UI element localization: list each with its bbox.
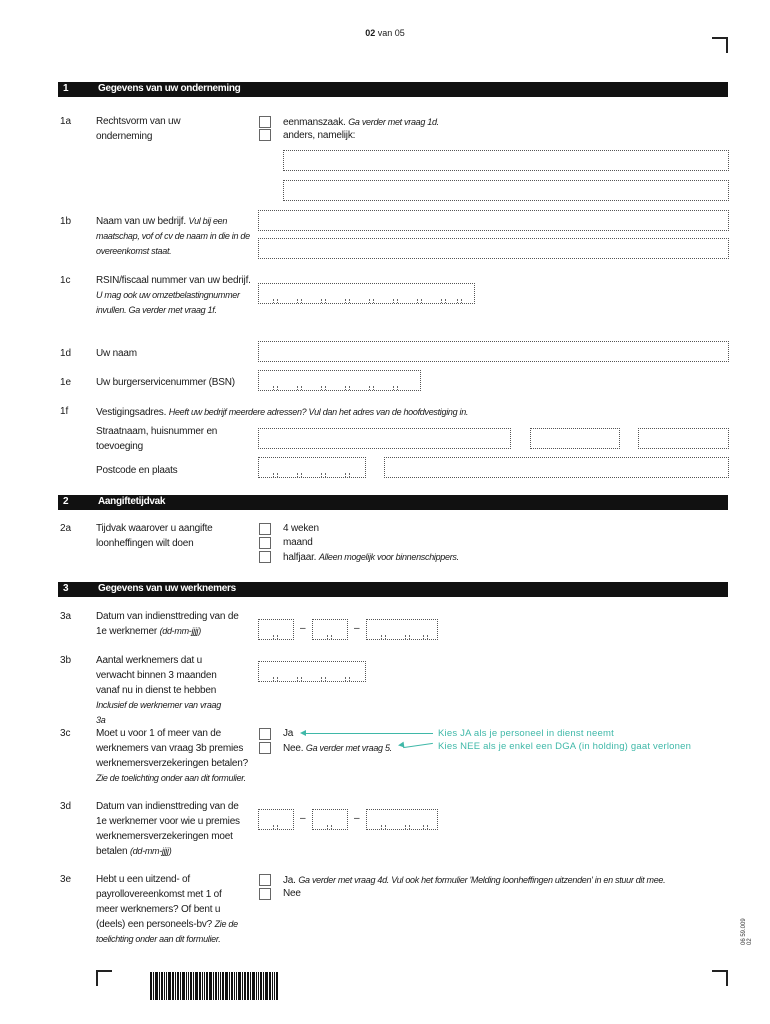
corner-mark-bottom-right xyxy=(712,970,728,986)
section-title: Gegevens van uw werknemers xyxy=(98,583,236,594)
option-text: halfjaar. xyxy=(283,552,317,563)
option-hint: Alleen mogelijk voor binnenschippers. xyxy=(318,552,459,562)
form-code: 06 59.009 02 xyxy=(741,918,753,945)
question-hint: Vul bij een maatschap, vof of cv de naam in die in de overeenkomst staat. xyxy=(96,216,250,256)
option-3c-nee xyxy=(283,740,392,757)
question-hint: Zie de toelichting onder aan dit formulier. xyxy=(96,773,246,783)
section-header-2 xyxy=(58,495,728,510)
input-3d-dag[interactable] xyxy=(258,809,294,830)
input-1f-huisnummer[interactable] xyxy=(530,428,620,449)
question-text: Datum van indiensttreding van de 1e werknemer xyxy=(96,611,239,637)
option-3c-ja: Ja xyxy=(283,728,294,739)
section-header-1 xyxy=(58,82,728,97)
question-hint: (dd-mm-jjjj) xyxy=(159,626,201,636)
checkbox-3c-nee[interactable] xyxy=(259,742,271,754)
input-1a-anders-line1[interactable] xyxy=(283,150,729,171)
question-text: Hebt u een uitzend- of payrollovereenkomst met 1 of meer werknemers? Of bent u (deels) een personeels-bv? xyxy=(96,874,222,930)
option-hint: Ga verder met vraag 1d. xyxy=(348,117,439,127)
label-1f-straat: Straatnaam, huisnummer en toevoeging xyxy=(96,426,218,452)
question-3d-label xyxy=(96,799,251,859)
checkbox-1a-anders[interactable] xyxy=(259,129,271,141)
option-text: Ja. xyxy=(283,875,296,886)
question-number-3e: 3e xyxy=(60,874,72,885)
date-separator: – xyxy=(354,623,360,634)
option-2a-4weken: 4 weken xyxy=(283,523,319,534)
option-2a-maand: maand xyxy=(283,537,313,548)
question-3c-label xyxy=(96,726,256,786)
annotation-arrow-line xyxy=(305,733,433,734)
input-3d-maand[interactable] xyxy=(312,809,348,830)
input-3d-jaar[interactable] xyxy=(366,809,438,830)
question-3b-label xyxy=(96,653,231,728)
input-1f-toevoeging[interactable] xyxy=(638,428,729,449)
question-number-3b: 3b xyxy=(60,655,72,666)
barcode xyxy=(150,972,279,1000)
input-1e-bsn[interactable] xyxy=(258,370,421,391)
question-1c-label xyxy=(96,273,251,318)
option-3e-nee: Nee xyxy=(283,888,301,899)
question-number-1b: 1b xyxy=(60,216,72,227)
input-3a-maand[interactable] xyxy=(312,619,348,640)
page-current: 02 xyxy=(365,28,376,38)
checkbox-1a-eenmanszaak[interactable] xyxy=(259,116,271,128)
page-separator: van xyxy=(377,28,393,38)
section-number: 1 xyxy=(63,83,69,94)
annotation-arrow-line xyxy=(403,743,433,748)
question-text: RSIN/fiscaal nummer van uw bedrijf. xyxy=(96,275,251,286)
question-number-3c: 3c xyxy=(60,728,71,739)
option-hint: Ga verder met vraag 4d. Vul ook het formulier 'Melding loonheffingen uitzenden' in en stuur dit mee. xyxy=(298,875,666,885)
question-hint: Zie de toelichting onder aan dit formulier. xyxy=(96,919,238,944)
checkbox-2a-4weken[interactable] xyxy=(259,523,271,535)
question-number-2a: 2a xyxy=(60,523,72,534)
question-1f-label xyxy=(96,404,716,421)
input-1a-anders-line2[interactable] xyxy=(283,180,729,201)
page-total: 05 xyxy=(394,28,405,38)
question-1e-label: Uw burgerservicenummer (BSN) xyxy=(96,377,235,388)
checkbox-2a-maand[interactable] xyxy=(259,537,271,549)
corner-mark-bottom-left xyxy=(96,970,112,986)
checkbox-3c-ja[interactable] xyxy=(259,728,271,740)
date-separator: – xyxy=(300,623,306,634)
input-1b-bedrijfsnaam-line2[interactable] xyxy=(258,238,729,259)
checkbox-3e-nee[interactable] xyxy=(259,888,271,900)
question-1a-label: Rechtsvorm van uw onderneming xyxy=(96,116,181,142)
question-text: Datum van indiensttreding van de 1e werknemer voor wie u premies werknemersverzekeringen moet betalen xyxy=(96,801,240,857)
question-number-3d: 3d xyxy=(60,801,72,812)
annotation-kies-ja: Kies JA als je personeel in dienst neemt xyxy=(438,728,614,739)
input-1f-straatnaam[interactable] xyxy=(258,428,511,449)
input-3a-dag[interactable] xyxy=(258,619,294,640)
question-1b-label xyxy=(96,214,256,259)
question-text: Vestigingsadres. xyxy=(96,407,167,418)
question-number-1a: 1a xyxy=(60,116,72,127)
option-2a-halfjaar xyxy=(283,549,459,566)
question-hint: (dd-mm-jjjj) xyxy=(130,846,172,856)
question-number-1d: 1d xyxy=(60,348,72,359)
section-header-3 xyxy=(58,582,728,597)
question-2a-label: Tijdvak waarover u aangifte loonheffingen wilt doen xyxy=(96,523,213,549)
section-title: Gegevens van uw onderneming xyxy=(98,83,241,94)
date-separator: – xyxy=(354,813,360,824)
question-number-1f: 1f xyxy=(60,406,69,417)
question-text: Aantal werknemers dat u verwacht binnen 3 maanden vanaf nu in dienst te hebben xyxy=(96,655,217,696)
input-1b-bedrijfsnaam-line1[interactable] xyxy=(258,210,729,231)
question-text: Moet u voor 1 of meer van de werknemers van vraag 3b premies werknemersverzekeringen betalen? xyxy=(96,728,249,769)
option-3e-ja xyxy=(283,872,723,889)
question-hint: Heeft uw bedrijf meerdere adressen? Vul dan het adres van de hoofdvestiging in. xyxy=(168,407,469,417)
input-1f-plaats[interactable] xyxy=(384,457,729,478)
question-1d-label: Uw naam xyxy=(96,348,137,359)
section-number: 2 xyxy=(63,496,69,507)
option-text: Nee. xyxy=(283,743,304,754)
input-1f-postcode[interactable] xyxy=(258,457,366,478)
input-3b-aantal[interactable] xyxy=(258,661,366,682)
input-1d-naam[interactable] xyxy=(258,341,729,362)
question-hint: U mag ook uw omzetbelastingnummer invullen. Ga verder met vraag 1f. xyxy=(96,290,240,315)
question-number-1e: 1e xyxy=(60,377,72,388)
question-hint: Inclusief de werknemer van vraag 3a xyxy=(96,700,221,725)
option-1a-anders: anders, namelijk: xyxy=(283,130,356,141)
question-number-3a: 3a xyxy=(60,611,72,622)
option-hint: Ga verder met vraag 5. xyxy=(305,743,392,753)
question-number-1c: 1c xyxy=(60,275,71,286)
option-text: eenmanszaak. xyxy=(283,117,346,128)
input-3a-jaar[interactable] xyxy=(366,619,438,640)
annotation-kies-nee: Kies NEE als je enkel een DGA (in holding) gaat verlonen xyxy=(438,741,692,752)
checkbox-2a-halfjaar[interactable] xyxy=(259,551,271,563)
question-text: Naam van uw bedrijf. xyxy=(96,216,186,227)
section-title: Aangiftetijdvak xyxy=(98,496,166,507)
question-3e-label xyxy=(96,872,246,947)
input-1c-rsin[interactable] xyxy=(258,283,475,304)
corner-mark-top-right xyxy=(712,37,728,53)
section-number: 3 xyxy=(63,583,69,594)
label-1f-postcode: Postcode en plaats xyxy=(96,465,178,476)
question-3a-label xyxy=(96,609,246,639)
date-separator: – xyxy=(300,813,306,824)
checkbox-3e-ja[interactable] xyxy=(259,874,271,886)
page-number xyxy=(0,28,770,38)
